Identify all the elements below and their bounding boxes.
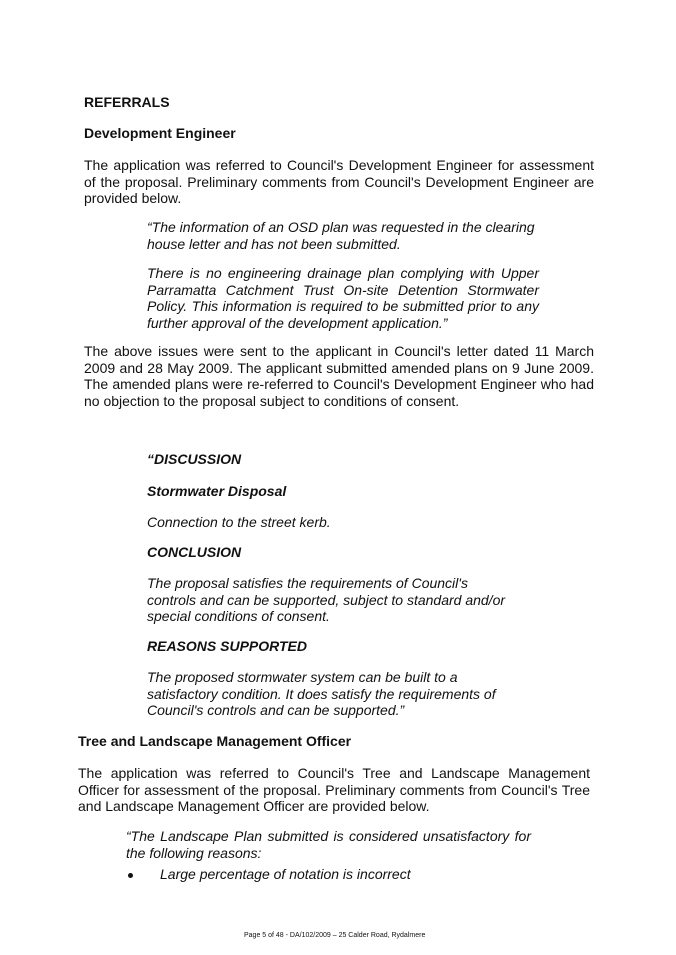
- reasons-supported-text: The proposed stormwater system can be built to a satisfactory condition. It does satisfy the requirements of Council's controls and can be supported.”: [147, 669, 496, 718]
- subheading-tree-landscape-officer: Tree and Landscape Management Officer: [78, 733, 352, 749]
- paragraph-dev-engineer-follow-up: The above issues were sent to the applicant in Council's letter dated 11 March 2009 and 28 May 2009. The applicant submitted amended plans on 9 June 2009. The amended plans were re-referred to Council's Development Engineer who had no objection to the proposal subject to conditions of consent.: [84, 343, 594, 409]
- page-footer: Page 5 of 48 - DA/102/2009 – 25 Calder Road, Rydalmere: [244, 932, 426, 939]
- quote-osd-plan: “The information of an OSD plan was requested in the clearing house letter and has not been submitted.: [147, 219, 535, 252]
- stormwater-disposal-heading: Stormwater Disposal: [147, 483, 287, 499]
- conclusion-text: The proposal satisfies the requirements of Council's controls and can be supported, subject to standard and/or special conditions of consent.: [147, 575, 506, 624]
- stormwater-disposal-text: Connection to the street kerb.: [147, 514, 331, 530]
- list-item-notation-incorrect: Large percentage of notation is incorrect: [160, 866, 411, 882]
- reasons-supported-heading: REASONS SUPPORTED: [147, 638, 307, 654]
- quote-drainage-plan: There is no engineering drainage plan complying with Upper Parramatta Catchment Trust On-site Detention Stormwater Policy. This information is required to be submitted prior to any further approval of the development application.”: [147, 265, 539, 331]
- conclusion-heading: CONCLUSION: [147, 544, 242, 560]
- subheading-development-engineer: Development Engineer: [84, 125, 236, 141]
- quote-landscape-plan: “The Landscape Plan submitted is considered unsatisfactory for the following reasons:: [126, 828, 531, 861]
- discussion-heading: “DISCUSSION: [147, 451, 242, 467]
- bullet-marker: [128, 873, 133, 878]
- paragraph-dev-engineer-intro: The application was referred to Council's Development Engineer for assessment of the proposal. Preliminary comments from Council's Development Engineer are provided below.: [84, 157, 594, 206]
- paragraph-tree-officer-intro: The application was referred to Council's Tree and Landscape Management Officer for assessment of the proposal. Preliminary comments from Council's Tree and Landscape Management Officer are provided below.: [78, 765, 590, 814]
- section-heading-referrals: REFERRALS: [84, 94, 170, 110]
